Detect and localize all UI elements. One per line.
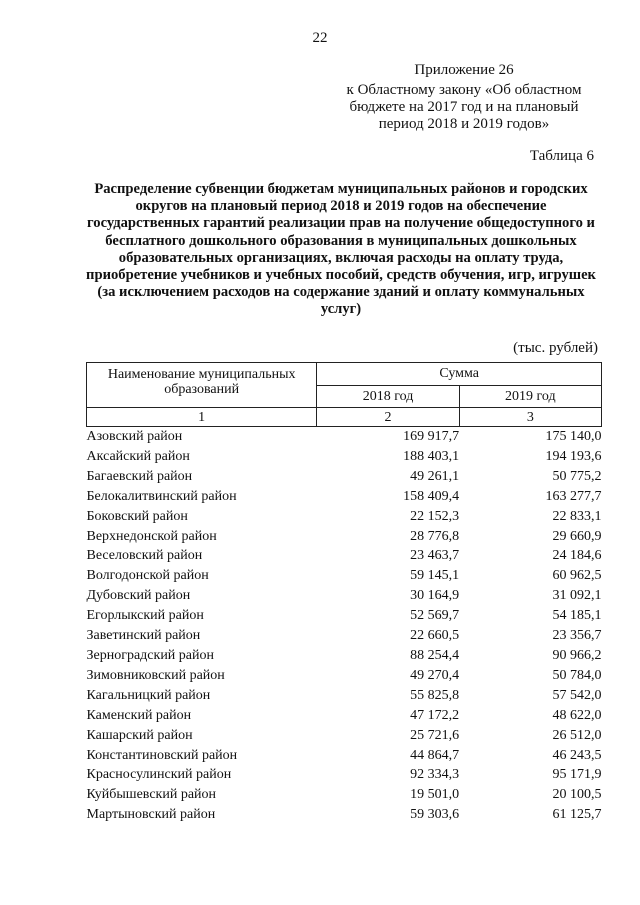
value-2018: 55 825,8 xyxy=(410,687,460,703)
value-2018: 169 917,7 xyxy=(403,429,460,444)
value-2019: 163 277,7 xyxy=(545,488,602,504)
value-2019: 50 784,0 xyxy=(552,667,602,683)
value-2018: 44 864,7 xyxy=(410,747,460,763)
district-name: Егорлыкский район xyxy=(86,608,204,624)
district-name: Волгодонской район xyxy=(86,568,209,584)
table-body xyxy=(87,427,602,826)
header-name: Наименование муниципальных образований xyxy=(87,363,317,408)
value-2019: 24 184,6 xyxy=(552,548,602,564)
district-name: Белокалитвинский район xyxy=(86,488,237,504)
table-row xyxy=(87,646,602,666)
value-2019: 95 171,9 xyxy=(552,767,602,783)
value-2019: 194 193,6 xyxy=(545,448,602,464)
value-2018: 25 721,6 xyxy=(410,727,460,743)
subsidy-table xyxy=(86,362,602,825)
value-2019: 46 243,5 xyxy=(552,747,602,763)
district-name: Боковский район xyxy=(86,508,188,524)
table-row xyxy=(87,586,602,606)
table-row xyxy=(87,765,602,785)
table-row xyxy=(87,666,602,686)
value-2018: 47 172,2 xyxy=(410,707,460,723)
value-2019: 50 775,2 xyxy=(552,468,602,484)
value-2019: 23 356,7 xyxy=(552,628,602,644)
table-row xyxy=(87,566,602,586)
table-label: Таблица 6 xyxy=(529,148,594,164)
value-2018: 59 303,6 xyxy=(410,807,460,823)
value-2019: 31 092,1 xyxy=(552,588,602,604)
table-row xyxy=(87,686,602,706)
table-row xyxy=(87,427,602,447)
value-2018: 52 569,7 xyxy=(410,608,460,624)
value-2018: 28 776,8 xyxy=(410,528,460,544)
district-name: Дубовский район xyxy=(86,588,191,604)
table-row xyxy=(87,467,602,487)
table-row xyxy=(87,487,602,507)
column-number-3: 3 xyxy=(459,408,601,427)
value-2018: 49 270,4 xyxy=(410,667,460,683)
value-2019: 20 100,5 xyxy=(552,787,602,803)
column-number-2: 2 xyxy=(317,408,459,427)
district-name: Каменский район xyxy=(86,707,192,723)
column-number-1: 1 xyxy=(87,408,317,427)
table-row xyxy=(87,706,602,726)
table-row xyxy=(87,785,602,805)
value-2019: 54 185,1 xyxy=(552,608,602,624)
value-2019: 61 125,7 xyxy=(552,807,602,823)
value-2018: 188 403,1 xyxy=(403,448,460,464)
district-name: Аксайский район xyxy=(86,448,190,464)
district-name: Веселовский район xyxy=(86,548,203,564)
table-row xyxy=(87,805,602,825)
value-2018: 88 254,4 xyxy=(410,647,460,663)
table-row xyxy=(87,507,602,527)
district-name: Кашарский район xyxy=(86,727,193,743)
table-row xyxy=(87,726,602,746)
table-row xyxy=(87,606,602,626)
table-row xyxy=(87,527,602,547)
value-2019: 48 622,0 xyxy=(552,707,602,723)
value-2018: 49 261,1 xyxy=(410,468,460,484)
district-name: Зерноградский район xyxy=(86,647,214,663)
table-row xyxy=(87,546,602,566)
table-row xyxy=(87,746,602,766)
value-2018: 30 164,9 xyxy=(410,588,460,604)
table-row xyxy=(87,626,602,646)
value-2019: 29 660,9 xyxy=(552,528,602,544)
value-2019: 60 962,5 xyxy=(552,568,602,584)
appendix-title: Приложение 26 xyxy=(414,62,514,78)
value-2019: 57 542,0 xyxy=(552,687,602,703)
value-2018: 19 501,0 xyxy=(410,787,460,803)
district-name: Багаевский район xyxy=(86,468,193,484)
value-2019: 26 512,0 xyxy=(552,727,602,743)
header-year-2018: 2018 год xyxy=(317,385,459,408)
district-name: Мартыновский район xyxy=(86,807,216,823)
value-2018: 59 145,1 xyxy=(410,568,460,584)
district-name: Азовский район xyxy=(86,429,183,444)
district-name: Кагальницкий район xyxy=(86,687,211,703)
document-title: Распределение субвенции бюджетам муниципальных районов и городских округов на плановый период 2018 и 2019 годов на обеспечение государственных гарантий реализации прав на получение общедоступного и бесплатного дошкольного образования в муниципальных дошкольных образовательных организациях, включая расходы на оплату труда, приобретение учебников и учебных пособий, средств обучения, игр, игрушек (за исключением расходов на содержание зданий и оплату коммунальных услуг) xyxy=(86,181,596,318)
district-name: Константиновский район xyxy=(86,747,238,763)
value-2018: 22 660,5 xyxy=(410,628,460,644)
units-label: (тыс. рублей) xyxy=(513,340,598,356)
district-name: Куйбышевский район xyxy=(86,787,217,803)
value-2019: 90 966,2 xyxy=(552,647,602,663)
district-name: Заветинский район xyxy=(86,628,201,644)
value-2018: 92 334,3 xyxy=(410,767,460,783)
value-2018: 158 409,4 xyxy=(403,488,460,504)
value-2019: 175 140,0 xyxy=(545,429,602,444)
header-sum: Сумма xyxy=(317,363,602,386)
page-number: 22 xyxy=(312,30,328,46)
district-name: Верхнедонской район xyxy=(86,528,217,544)
appendix-text: к Областному закону «Об областном бюджете на 2017 год и на плановый период 2018 и 2019 годов» xyxy=(346,82,582,132)
appendix-block xyxy=(336,62,592,133)
district-name: Красносулинский район xyxy=(86,767,232,783)
value-2019: 22 833,1 xyxy=(552,508,602,524)
table-row xyxy=(87,447,602,467)
value-2018: 22 152,3 xyxy=(410,508,460,524)
header-year-2019: 2019 год xyxy=(459,385,601,408)
district-name: Зимовниковский район xyxy=(86,667,225,683)
value-2018: 23 463,7 xyxy=(410,548,460,564)
